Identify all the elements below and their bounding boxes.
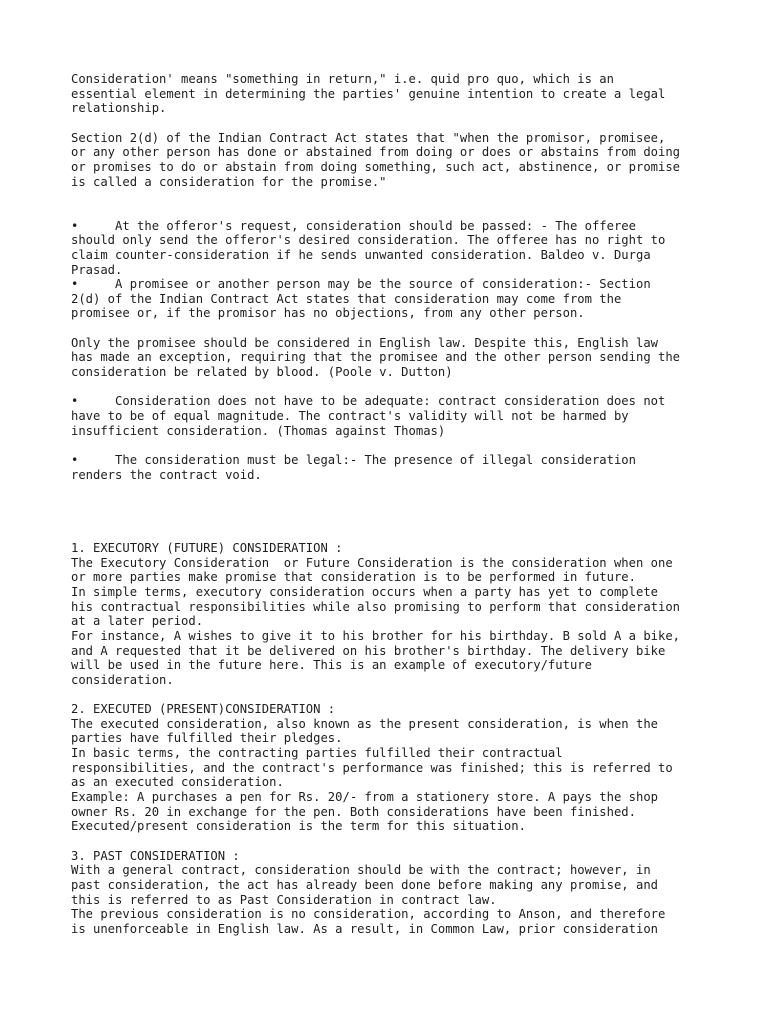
paragraph-section-2d: Section 2(d) of the Indian Contract Act states that "when the promisor, promisee, or any other person has done or abstained from doing or does or abstains from doing or promises to do or abstain from doing something, such act, abstinence, or promise is called a consideration for the promise." [71, 130, 681, 189]
spacer [71, 116, 711, 131]
spacer [71, 438, 711, 453]
spacer [71, 380, 711, 395]
spacer [71, 482, 711, 526]
spacer [71, 688, 711, 703]
document-page [71, 72, 711, 937]
paragraph-bullet-adequate: • Consideration does not have to be adequate: contract consideration does not have to be of equal magnitude. The contract's validity will not be harmed by insufficient consideration. (Thomas against Thomas) [71, 394, 666, 438]
section-executed-consideration: 2. EXECUTED (PRESENT)CONSIDERATION : The executed consideration, also known as the present consideration, is when the parties have fulfilled their pledges. In basic terms, the contracting parties fulfilled their contractual responsibilities, and the contract's performance was finished; this is referred to as an executed consideration. Example: A purchases a pen for Rs. 20/- from a stationery store. A pays the shop owner Rs. 20 in exchange for the pen. Both considerations have been finished. Executed/present consideration is the term for this situation. [71, 702, 673, 834]
paragraph-bullets-offeror-request: • At the offeror's request, consideration should be passed: - The offeree should only send the offeror's desired consideration. The offeree has no right to claim counter-consideration if he sends unwanted consideration. Baldeo v. Durga Prasad. • A promisee or another person may be the source of consideration:- Section 2(d) of the Indian Contract Act states that consideration may come from the promisee or, if the promisor has no objections, from any other person. [71, 218, 666, 321]
spacer [71, 321, 711, 336]
paragraph-consideration-meaning: Consideration' means "something in return," i.e. quid pro quo, which is an essential element in determining the parties' genuine intention to create a legal relationship. [71, 72, 666, 116]
spacer [71, 834, 711, 849]
spacer [71, 526, 711, 541]
paragraph-english-law: Only the promisee should be considered in English law. Despite this, English law has made an exception, requiring that the promisee and the other person sending the consideration be related by blood. (Poole v. Dutton) [71, 335, 681, 380]
section-past-consideration: 3. PAST CONSIDERATION : With a general contract, consideration should be with the contract; however, in past consideration, the act has already been done before making any promise, and this is referred to as Past Consideration in contract law. The previous consideration is no consideration, according to Anson, and therefore is unenforceable in English law. As a result, in Common Law, prior consideration [71, 848, 666, 936]
section-executory-consideration: 1. EXECUTORY (FUTURE) CONSIDERATION : The Executory Consideration or Future Consideration is the consideration when one or more parties make promise that consideration is to be performed in future. In simple terms, executory consideration occurs when a party has yet to complete his contractual responsibilities while also promising to perform that consideration at a later period. For instance, A wishes to give it to his brother for his birthday. B sold A a bike, and A requested that it be delivered on his brother's birthday. The delivery bike will be used in the future here. This is an example of executory/future consideration. [71, 540, 681, 687]
spacer [71, 189, 711, 218]
paragraph-bullet-legal: • The consideration must be legal:- The presence of illegal consideration renders the contract void. [71, 452, 636, 482]
